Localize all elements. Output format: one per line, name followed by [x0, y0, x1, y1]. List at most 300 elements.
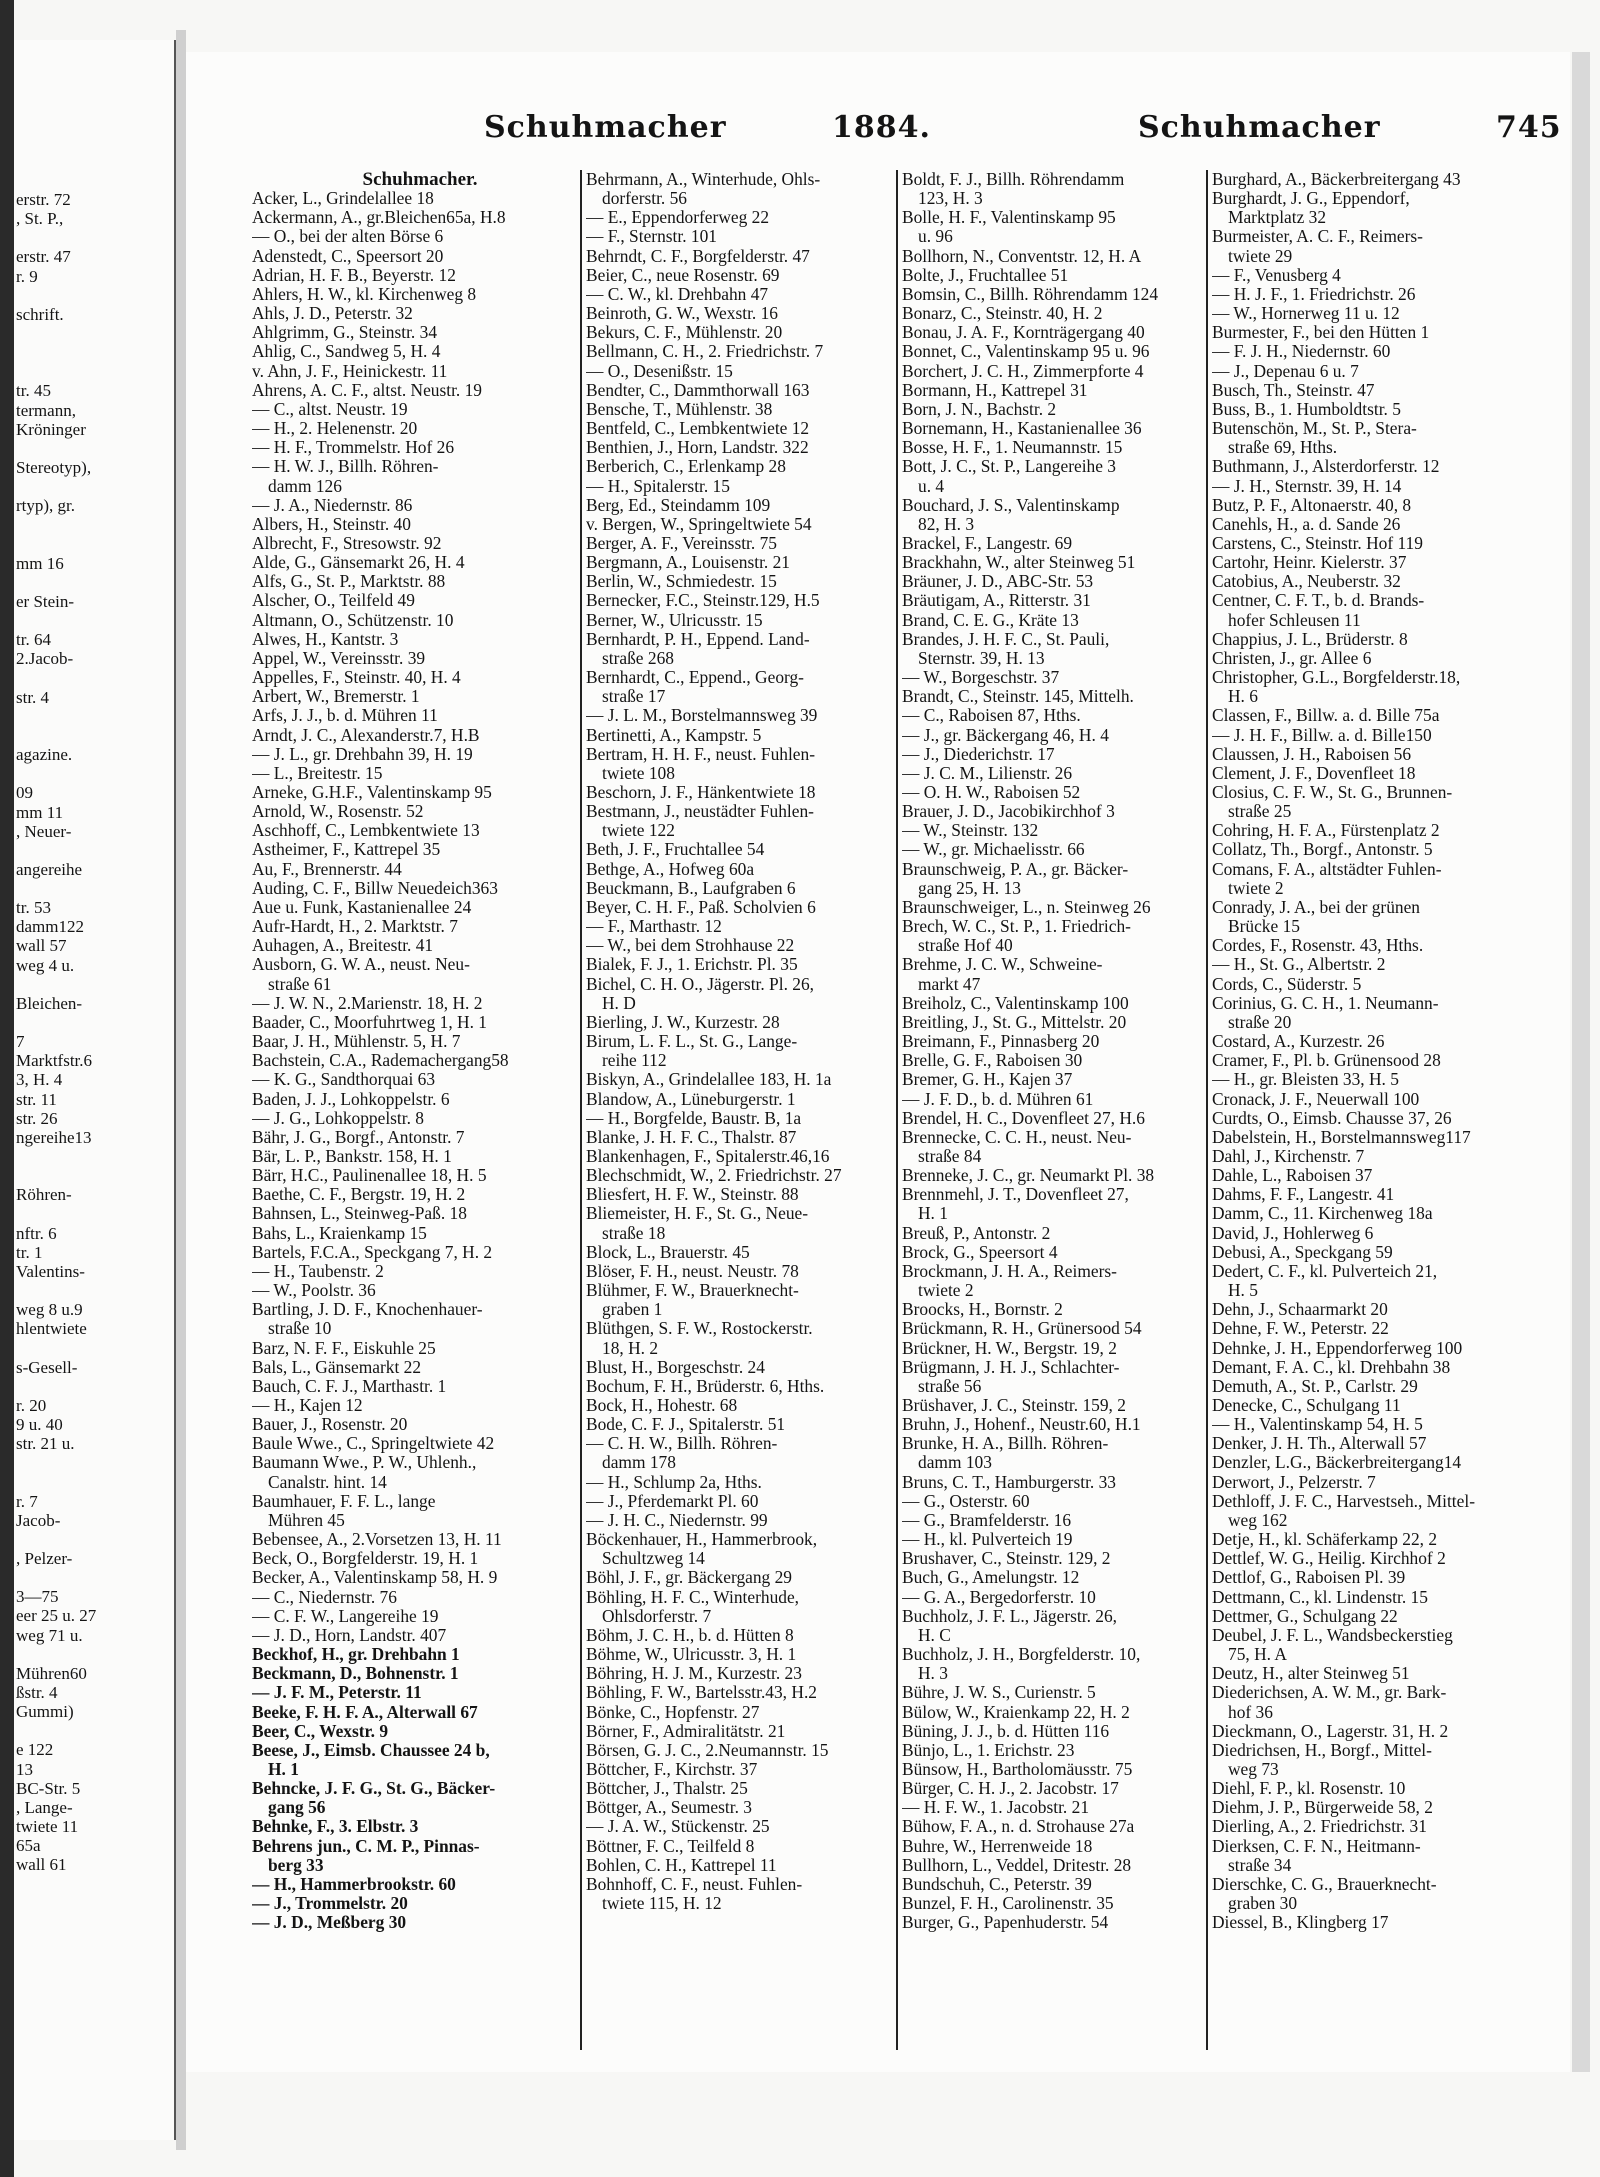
directory-entry: — L., Breitestr. 15: [252, 763, 383, 783]
directory-entry: Alfs, G., St. P., Marktstr. 88: [252, 572, 446, 592]
directory-entry: Acker, L., Grindelallee 18: [252, 189, 434, 209]
directory-entry: Brackel, F., Langestr. 69: [902, 533, 1073, 553]
directory-entry: Buhre, W., Herrenweide 18: [902, 1836, 1093, 1856]
directory-entry: — J. F. M., Peterstr. 11: [252, 1683, 422, 1703]
directory-entry: — H., Borgfelde, Baustr. B, 1a: [586, 1108, 802, 1128]
directory-entry: — J. A., Niedernstr. 86: [252, 495, 413, 515]
directory-entry: Brückner, H. W., Bergstr. 19, 2: [902, 1338, 1117, 1358]
directory-entry: Canehls, H., a. d. Sande 26: [1212, 514, 1401, 534]
directory-entry: Denzler, L.G., Bäckerbreitergang14: [1212, 1453, 1462, 1473]
directory-entry: Butenschön, M., St. P., Stera-: [1212, 419, 1417, 439]
directory-entry: Bauch, C. F. J., Marthastr. 1: [252, 1376, 447, 1396]
directory-entry: Bonau, J. A. F., Kornträgergang 40: [902, 323, 1145, 343]
directory-entry: Bestmann, J., neustädter Fuhlen-: [586, 802, 814, 822]
fragment-line: 13: [16, 1759, 33, 1779]
fragment-line: [16, 1472, 96, 1491]
directory-entry: Dierschke, C. G., Brauerknecht-: [1212, 1874, 1437, 1894]
directory-entry: Dethloff, J. F. C., Harvestseh., Mittel-: [1212, 1491, 1475, 1511]
directory-entry: Aschhoff, C., Lembkentwiete 13: [252, 821, 480, 841]
directory-entry: Boldt, F. J., Billh. Röhrendamm: [902, 170, 1125, 189]
directory-entry: Arnold, W., Rosenstr. 52: [252, 802, 424, 822]
directory-entry: Blankenhagen, F., Spitalerstr.46,16: [586, 1146, 830, 1166]
directory-entry: Breiholz, C., Valentinskamp 100: [902, 993, 1129, 1013]
directory-entry: Corinius, G. C. H., 1. Neumann-: [1212, 993, 1439, 1013]
directory-entry: damm 103: [918, 1453, 992, 1473]
directory-entry: dorferstr. 56: [602, 189, 687, 209]
directory-entry: Cronack, J. F., Neuerwall 100: [1212, 1089, 1420, 1109]
directory-entry: Böttner, F. C., Teilfeld 8: [586, 1836, 755, 1856]
directory-column-2: [586, 170, 894, 2050]
directory-entry: — H. F. W., 1. Jacobstr. 21: [902, 1798, 1090, 1818]
directory-entry: gang 56: [268, 1798, 326, 1818]
directory-entry: Arfs, J. J., b. d. Mühren 11: [252, 706, 438, 726]
directory-entry: Behrens jun., C. M. P., Pinnas-: [252, 1836, 480, 1856]
fragment-line: [16, 1013, 96, 1032]
directory-entry: Block, L., Brauerstr. 45: [586, 1242, 750, 1262]
fragment-line: [16, 1645, 96, 1664]
fragment-line: , Neuer-: [16, 821, 72, 841]
directory-entry: Bode, C. F. J., Spitalerstr. 51: [586, 1415, 786, 1435]
directory-entry: Bonnet, C., Valentinskamp 95 u. 96: [902, 342, 1150, 362]
directory-entry: twiete 108: [602, 763, 675, 783]
directory-entry: Bräuner, J. D., ABC-Str. 53: [902, 572, 1094, 592]
directory-entry: Bolle, H. F., Valentinskamp 95: [902, 208, 1116, 228]
directory-entry: Ausborn, G. W. A., neust. Neu-: [252, 955, 470, 975]
directory-entry: — E., Eppendorferweg 22: [586, 208, 770, 228]
directory-entry: Aue u. Funk, Kastanienallee 24: [252, 897, 472, 917]
directory-entry: — J. A. W., Stückenstr. 25: [586, 1817, 770, 1837]
directory-entry: Bremer, G. H., Kajen 37: [902, 1070, 1073, 1090]
directory-entry: Burghard, A., Bäckerbreitergang 43: [1212, 170, 1461, 189]
directory-entry: Carstens, C., Steinstr. Hof 119: [1212, 533, 1423, 553]
column-rule: [580, 170, 582, 2050]
directory-entry: Bichel, C. H. O., Jägerstr. Pl. 26,: [586, 974, 814, 994]
directory-entry: H. 6: [1228, 687, 1258, 707]
directory-entry: Dettmann, C., kl. Lindenstr. 15: [1212, 1587, 1428, 1607]
directory-entry: — J. L., gr. Drehbahn 39, H. 19: [252, 744, 473, 764]
directory-entry: Behnke, F., 3. Elbstr. 3: [252, 1817, 419, 1837]
directory-entry: Bartling, J. D. F., Knochenhauer-: [252, 1300, 483, 1320]
directory-entry: Dierling, A., 2. Friedrichstr. 31: [1212, 1817, 1427, 1837]
directory-entry: straße 25: [1228, 802, 1292, 822]
directory-entry: Born, J. N., Bachstr. 2: [902, 399, 1057, 419]
directory-entry: Brockmann, J. H. A., Reimers-: [902, 1261, 1117, 1281]
directory-entry: Böttger, A., Seumestr. 3: [586, 1798, 752, 1818]
directory-entry: Cords, C., Süderstr. 5: [1212, 974, 1362, 994]
directory-entry: Dedert, C. F., kl. Pulverteich 21,: [1212, 1261, 1438, 1281]
fragment-line: Mühren60: [16, 1663, 87, 1683]
directory-entry: Bonarz, C., Steinstr. 40, H. 2: [902, 304, 1103, 324]
directory-entry: reihe 112: [602, 1051, 667, 1071]
directory-entry: 123, H. 3: [918, 189, 983, 209]
directory-entry: Breitling, J., St. G., Mittelstr. 20: [902, 1012, 1127, 1032]
fragment-line: Röhren-: [16, 1185, 72, 1205]
directory-entry: — C. F. W., Langereihe 19: [252, 1606, 439, 1626]
directory-entry: Bock, H., Hohestr. 68: [586, 1396, 738, 1415]
directory-entry: Dehn, J., Schaarmarkt 20: [1212, 1300, 1388, 1320]
directory-entry: Ahls, J. D., Peterstr. 32: [252, 304, 413, 324]
directory-entry: Bernecker, F.C., Steinstr.129, H.5: [586, 591, 820, 611]
fragment-line: BC-Str. 5: [16, 1778, 81, 1798]
directory-entry: Bernhardt, C., Eppend., Georg-: [586, 668, 804, 688]
directory-entry: — H. J. F., 1. Friedrichstr. 26: [1212, 284, 1416, 304]
directory-entry: Dahl, J., Kirchenstr. 7: [1212, 1146, 1365, 1166]
directory-entry: Bahnsen, L., Steinweg-Paß. 18: [252, 1204, 467, 1224]
directory-entry: Auhagen, A., Breitestr. 41: [252, 936, 434, 956]
directory-entry: Bierling, J. W., Kurzestr. 28: [586, 1012, 780, 1032]
directory-entry: twiete 115, H. 12: [602, 1894, 722, 1914]
directory-entry: — H. F., Trommelstr. Hof 26: [252, 438, 455, 458]
directory-entry: Bethge, A., Hofweg 60a: [586, 859, 755, 879]
directory-entry: Brock, G., Speersort 4: [902, 1242, 1058, 1262]
directory-entry: Ahlgrimm, G., Steinstr. 34: [252, 323, 438, 343]
fragment-line: [16, 1147, 96, 1166]
directory-entry: Becker, A., Valentinskamp 58, H. 9: [252, 1568, 498, 1588]
directory-entry: — O., bei der alten Börse 6: [252, 227, 444, 247]
directory-entry: Bals, L., Gänsemarkt 22: [252, 1357, 422, 1377]
fragment-line: [16, 1568, 96, 1587]
directory-entry: Claussen, J. H., Raboisen 56: [1212, 744, 1412, 764]
directory-entry: Böhling, F. W., Bartelsstr.43, H.2: [586, 1683, 817, 1703]
directory-entry: Brech, W. C., St. P., 1. Friedrich-: [902, 917, 1131, 937]
directory-entry: Bebensee, A., 2.Vorsetzen 13, H. 11: [252, 1530, 502, 1550]
directory-entry: Dettmer, G., Schulgang 22: [1212, 1606, 1398, 1626]
directory-entry: Brennmehl, J. T., Dovenfleet 27,: [902, 1185, 1129, 1205]
directory-entry: Berner, W., Ulricusstr. 15: [586, 610, 763, 630]
directory-entry: Bartels, F.C.A., Speckgang 7, H. 2: [252, 1242, 493, 1262]
directory-entry: Bühow, F. A., n. d. Strohause 27a: [902, 1817, 1135, 1837]
directory-entry: graben 1: [602, 1300, 663, 1320]
directory-entry: Burger, G., Papenhuderstr. 54: [902, 1913, 1109, 1933]
directory-entry: — J. D., Meßberg 30: [252, 1913, 407, 1933]
directory-entry: Burmester, F., bei den Hütten 1: [1212, 323, 1430, 343]
directory-entry: — J. H. C., Niedernstr. 99: [586, 1510, 768, 1530]
fragment-line: [16, 1204, 96, 1223]
directory-entry: Bomsin, C., Billh. Röhrendamm 124: [902, 284, 1159, 304]
fragment-line: [16, 439, 96, 458]
fragment-line: ßstr. 4: [16, 1682, 58, 1702]
directory-entry: straße 268: [602, 648, 674, 668]
directory-entry: Detje, H., kl. Schäferkamp 22, 2: [1212, 1530, 1438, 1550]
directory-entry: — H., Kajen 12: [252, 1396, 363, 1415]
fragment-line: 09: [16, 783, 33, 803]
directory-entry: — H. W. J., Billh. Röhren-: [252, 457, 439, 477]
fragment-line: [16, 1338, 96, 1357]
fragment-line: termann,: [16, 400, 76, 420]
directory-entry: Bahs, L., Kraienkamp 15: [252, 1223, 427, 1243]
directory-entry: — J., Diederichstr. 17: [902, 744, 1055, 764]
directory-entry: Behncke, J. F. G., St. G., Bäcker-: [252, 1779, 496, 1799]
directory-entry: Blanke, J. H. F. C., Thalstr. 87: [586, 1127, 797, 1147]
directory-entry: Baethe, C. F., Bergstr. 19, H. 2: [252, 1185, 466, 1205]
directory-entry: — W., Steinstr. 132: [902, 821, 1039, 841]
directory-entry: Bünsow, H., Bartholomäusstr. 75: [902, 1759, 1133, 1779]
fragment-line: Stereotyp),: [16, 457, 92, 477]
directory-entry: Böhling, H. F. C., Winterhude,: [586, 1587, 800, 1607]
directory-entry: Bachstein, C.A., Rademachergang58: [252, 1051, 509, 1071]
directory-entry: Birum, L. F. L., St. G., Lange-: [586, 1032, 798, 1052]
fragment-line: [16, 573, 96, 592]
directory-entry: Bähr, J. G., Borgf., Antonstr. 7: [252, 1127, 465, 1147]
directory-entry: Schultzweg 14: [602, 1549, 705, 1569]
fragment-line: tr. 64: [16, 630, 51, 650]
directory-entry: Bruns, C. T., Hamburgerstr. 33: [902, 1472, 1116, 1492]
directory-entry: Böhme, W., Ulricusstr. 3, H. 1: [586, 1645, 797, 1665]
directory-entry: — G., Bramfelderstr. 16: [902, 1510, 1072, 1530]
directory-entry: Berlin, W., Schmiedestr. 15: [586, 572, 777, 592]
fragment-line: [16, 764, 96, 783]
directory-entry: Arneke, G.H.F., Valentinskamp 95: [252, 783, 492, 802]
directory-entry: Brandt, C., Steinstr. 145, Mittelh.: [902, 687, 1134, 707]
directory-entry: Blandow, A., Lüneburgerstr. 1: [586, 1089, 796, 1109]
directory-entry: Dahms, F. F., Langestr. 41: [1212, 1185, 1395, 1205]
directory-entry: Bauer, J., Rosenstr. 20: [252, 1415, 408, 1435]
directory-entry: Diessel, B., Klingberg 17: [1212, 1913, 1389, 1933]
directory-entry: Barz, N. F. F., Eiskuhle 25: [252, 1338, 436, 1358]
page-number: 745: [1496, 110, 1562, 145]
directory-entry: Biskyn, A., Grindelallee 183, H. 1a: [586, 1070, 832, 1090]
fragment-line: [16, 841, 96, 860]
fragment-line: [16, 1453, 96, 1472]
directory-entry: Aufr-Hardt, H., 2. Marktstr. 7: [252, 917, 458, 937]
directory-entry: gang 25, H. 13: [918, 878, 1021, 898]
directory-entry: — F., Venusberg 4: [1212, 265, 1341, 285]
page-edge: [1572, 52, 1590, 2072]
directory-entry: Beinroth, G. W., Wexstr. 16: [586, 304, 778, 324]
directory-entry: — H., Spitalerstr. 15: [586, 476, 730, 496]
directory-entry: Bollhorn, N., Conventstr. 12, H. A: [902, 246, 1142, 266]
directory-entry: straße 56: [918, 1376, 982, 1396]
directory-entry: Catobius, A., Neuberstr. 32: [1212, 572, 1401, 592]
fragment-line: weg 8 u.9: [16, 1300, 83, 1320]
directory-entry: — C. W., kl. Drehbahn 47: [586, 284, 769, 304]
directory-entry: Cohring, H. F. A., Fürstenplatz 2: [1212, 821, 1440, 841]
fragment-line: [16, 1721, 96, 1740]
directory-entry: Breuß, P., Antonstr. 2: [902, 1223, 1051, 1243]
fragment-line: 65a: [16, 1836, 41, 1856]
directory-entry: Denecke, C., Schulgang 11: [1212, 1396, 1401, 1415]
directory-entry: Ahlers, H. W., kl. Kirchenweg 8: [252, 284, 477, 304]
fragment-line: wall 61: [16, 1855, 67, 1875]
directory-entry: Beckmann, D., Bohnenstr. 1: [252, 1664, 459, 1684]
directory-entry: Derwort, J., Pelzerstr. 7: [1212, 1472, 1376, 1492]
fragment-line: [16, 726, 96, 745]
directory-entry: twiete 122: [602, 821, 675, 841]
directory-entry: — J., Depenau 6 u. 7: [1212, 361, 1359, 381]
directory-entry: graben 30: [1228, 1894, 1298, 1914]
directory-entry: Bialek, F. J., 1. Erichstr. Pl. 35: [586, 955, 798, 975]
directory-entry: — J. C. M., Lilienstr. 26: [902, 763, 1073, 783]
directory-entry: Dettlof, G., Raboisen Pl. 39: [1212, 1568, 1406, 1588]
directory-entry: — W., Hornerweg 11 u. 12: [1212, 304, 1400, 324]
fragment-line: mm 11: [16, 802, 64, 822]
directory-entry: — C., Raboisen 87, Hths.: [902, 706, 1081, 726]
directory-entry: Bundschuh, C., Peterstr. 39: [902, 1874, 1092, 1894]
fragment-line: , Lange-: [16, 1797, 73, 1817]
fragment-line: 3—75: [16, 1587, 59, 1607]
directory-entry: Brushaver, C., Steinstr. 129, 2: [902, 1549, 1111, 1569]
directory-entry: — G. A., Bergedorferstr. 10: [902, 1587, 1096, 1607]
directory-entry: — C., Niedernstr. 76: [252, 1587, 397, 1607]
directory-entry: Beeke, F. H. F. A., Alterwall 67: [252, 1702, 478, 1722]
directory-entry: Bertinetti, A., Kampstr. 5: [586, 725, 762, 745]
fragment-line: 9 u. 40: [16, 1415, 63, 1434]
directory-entry: Bensche, T., Mühlenstr. 38: [586, 399, 773, 419]
directory-entry: Baader, C., Moorfuhrtweg 1, H. 1: [252, 1012, 487, 1032]
fragment-line: tr. 45: [16, 381, 51, 401]
directory-entry: markt 47: [918, 974, 981, 994]
directory-entry: — F., Marthastr. 12: [586, 917, 722, 937]
directory-entry: Bliemeister, H. F., St. G., Neue-: [586, 1204, 809, 1224]
directory-entry: — G., Osterstr. 60: [902, 1491, 1030, 1511]
directory-entry: Brehme, J. C. W., Schweine-: [902, 955, 1103, 975]
directory-entry: Brüshaver, J. C., Steinstr. 159, 2: [902, 1396, 1126, 1415]
fragment-line: [16, 1281, 96, 1300]
directory-entry: straße 61: [268, 974, 332, 994]
directory-page: [186, 52, 1570, 2072]
directory-entry: — W., bei dem Strohhause 22: [586, 936, 795, 956]
directory-entry: Albers, H., Steinstr. 40: [252, 514, 411, 534]
directory-entry: Braunschweig, P. A., gr. Bäcker-: [902, 859, 1129, 879]
fragment-line: [16, 611, 96, 630]
directory-entry: Alwes, H., Kantstr. 3: [252, 629, 399, 649]
directory-entry: Böhm, J. C. H., b. d. Hütten 8: [586, 1625, 794, 1645]
fragment-line: erstr. 47: [16, 247, 71, 267]
previous-page-column: [16, 190, 96, 1874]
fragment-line: [16, 362, 96, 381]
fragment-line: r. 9: [16, 266, 38, 286]
directory-entry: Brand, C. E. G., Kräte 13: [902, 610, 1079, 630]
directory-entry: Bullhorn, L., Veddel, Dritestr. 28: [902, 1855, 1132, 1875]
directory-column-3: [902, 170, 1204, 2050]
directory-entry: Damm, C., 11. Kirchenweg 18a: [1212, 1204, 1433, 1224]
directory-entry: Büning, J. J., b. d. Hütten 116: [902, 1721, 1110, 1741]
fragment-line: [16, 669, 96, 688]
directory-entry: Deubel, J. F. L., Wandsbeckerstieg: [1212, 1625, 1453, 1645]
directory-entry: Dierksen, C. F. N., Heitmann-: [1212, 1836, 1421, 1856]
fragment-line: [16, 286, 96, 305]
fragment-line: [16, 1530, 96, 1549]
column-rule: [896, 170, 898, 2050]
directory-entry: Christen, J., gr. Allee 6: [1212, 648, 1372, 668]
directory-entry: Buchholz, J. H., Borgfelderstr. 10,: [902, 1645, 1141, 1665]
directory-entry: Buch, G., Amelungstr. 12: [902, 1568, 1080, 1588]
directory-entry: — H., Taubenstr. 2: [252, 1261, 384, 1281]
directory-entry: Berger, A. F., Vereinsstr. 75: [586, 533, 777, 553]
directory-entry: damm 126: [268, 476, 342, 496]
directory-entry: Blechschmidt, W., 2. Friedrichstr. 27: [586, 1166, 842, 1186]
directory-entry: twiete 2: [918, 1281, 974, 1301]
directory-entry: Baumhauer, F. F. L., lange: [252, 1491, 436, 1511]
directory-entry: Ahlig, C., Sandweg 5, H. 4: [252, 342, 441, 362]
binding-shadow: [0, 0, 14, 2177]
directory-entry: Bühre, J. W. S., Curienstr. 5: [902, 1683, 1096, 1703]
fragment-line: str. 4: [16, 687, 50, 707]
fragment-line: weg 4 u.: [16, 955, 75, 975]
directory-entry: Bohnhoff, C. F., neust. Fuhlen-: [586, 1874, 803, 1894]
directory-entry: Arbert, W., Bremerstr. 1: [252, 687, 420, 707]
directory-entry: Deutz, H., alter Steinweg 51: [1212, 1664, 1410, 1684]
fragment-line: nftr. 6: [16, 1223, 57, 1243]
fragment-line: [16, 477, 96, 496]
directory-entry: Börner, F., Admiralitätstr. 21: [586, 1721, 786, 1741]
directory-entry: Bärr, H.C., Paulinenallee 18, H. 5: [252, 1166, 487, 1186]
directory-entry: Mühren 45: [268, 1510, 345, 1530]
directory-entry: — W., Borgeschstr. 37: [902, 668, 1060, 688]
directory-entry: Arndt, J. C., Alexanderstr.7, H.B: [252, 725, 480, 745]
directory-entry: Baden, J. J., Lohkoppelstr. 6: [252, 1089, 450, 1109]
fragment-line: [16, 343, 96, 362]
directory-entry: Beschorn, J. F., Hänkentwiete 18: [586, 783, 816, 802]
directory-entry: — F., Sternstr. 101: [586, 227, 717, 247]
directory-entry: Beese, J., Eimsb. Chaussee 24 b,: [252, 1740, 490, 1760]
directory-entry: Canalstr. hint. 14: [268, 1472, 387, 1492]
directory-entry: 75, H. A: [1228, 1645, 1287, 1665]
header-year: 1884.: [832, 110, 931, 145]
directory-entry: Centner, C. F. T., b. d. Brands-: [1212, 591, 1425, 611]
directory-entry: Costard, A., Kurzestr. 26: [1212, 1032, 1385, 1052]
directory-entry: Blühmer, F. W., Brauerknecht-: [586, 1281, 799, 1301]
directory-entry: Bönke, C., Hopfenstr. 27: [586, 1702, 760, 1722]
directory-entry: Bliesfert, H. F. W., Steinstr. 88: [586, 1185, 799, 1205]
directory-entry: Dehnke, J. H., Eppendorferweg 100: [1212, 1338, 1463, 1358]
directory-entry: Brenneke, J. C., gr. Neumarkt Pl. 38: [902, 1166, 1155, 1186]
directory-entry: Beuckmann, B., Laufgraben 6: [586, 878, 796, 898]
directory-entry: Börsen, G. J. C., 2.Neumannstr. 15: [586, 1740, 829, 1760]
directory-entry: Dabelstein, H., Borstelmannsweg117: [1212, 1127, 1471, 1147]
fragment-line: , St. P.,: [16, 209, 64, 229]
fragment-line: [16, 1166, 96, 1185]
directory-entry: H. 5: [1228, 1281, 1258, 1301]
directory-entry: Bär, L. P., Bankstr. 158, H. 1: [252, 1146, 452, 1166]
directory-entry: Altmann, O., Schützenstr. 10: [252, 610, 454, 630]
directory-entry: straße 18: [602, 1223, 666, 1243]
directory-entry: Busch, Th., Steinstr. 47: [1212, 380, 1375, 400]
fragment-line: s-Gesell-: [16, 1357, 78, 1377]
directory-entry: Chappius, J. L., Brüderstr. 8: [1212, 629, 1408, 649]
directory-entry: Bekurs, C. F., Mühlenstr. 20: [586, 323, 783, 343]
directory-entry: 18, H. 2: [602, 1338, 659, 1358]
directory-entry: Butz, P. F., Altonaerstr. 40, 8: [1212, 495, 1412, 515]
directory-column-4: [1212, 170, 1542, 2050]
column-rule: [1206, 170, 1208, 2050]
directory-entry: Blust, H., Borgeschstr. 24: [586, 1357, 765, 1377]
fragment-line: hlentwiete: [16, 1319, 87, 1339]
directory-entry: Ahrens, A. C. F., altst. Neustr. 19: [252, 380, 482, 400]
fragment-line: , Pelzer-: [16, 1548, 73, 1568]
directory-entry: — J., gr. Bäckergang 46, H. 4: [902, 725, 1109, 745]
directory-entry: — H., St. G., Albertstr. 2: [1212, 955, 1386, 975]
directory-entry: hofer Schleusen 11: [1228, 610, 1361, 630]
directory-entry: Bürger, C. H. J., 2. Jacobstr. 17: [902, 1779, 1119, 1799]
directory-entry: — H., Valentinskamp 54, H. 5: [1212, 1415, 1423, 1435]
directory-entry: Adenstedt, C., Speersort 20: [252, 246, 444, 266]
directory-entry: Denker, J. H. Th., Alterwall 57: [1212, 1434, 1427, 1454]
directory-entry: Baule Wwe., C., Springeltwiete 42: [252, 1434, 495, 1454]
directory-entry: Brügmann, J. H. J., Schlachter-: [902, 1357, 1120, 1377]
directory-entry: — J., Trommelstr. 20: [252, 1894, 408, 1914]
directory-entry: Beier, C., neue Rosenstr. 69: [586, 265, 780, 285]
fragment-line: angereihe: [16, 859, 83, 879]
directory-entry: Curdts, O., Eimsb. Chausse 37, 26: [1212, 1108, 1452, 1128]
directory-entry: — F. J. H., Niedernstr. 60: [1212, 342, 1391, 362]
fragment-line: [16, 324, 96, 343]
directory-entry: Brunke, H. A., Billh. Röhren-: [902, 1434, 1109, 1454]
directory-entry: Braunschweiger, L., n. Steinweg 26: [902, 897, 1151, 917]
fragment-line: wall 57: [16, 936, 67, 956]
directory-entry: Demant, F. A. C., kl. Drehbahn 38: [1212, 1357, 1451, 1377]
directory-entry: — H., Hammerbrookstr. 60: [252, 1874, 456, 1894]
